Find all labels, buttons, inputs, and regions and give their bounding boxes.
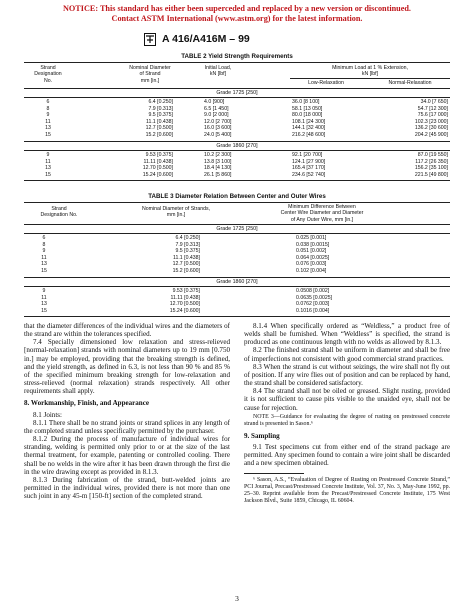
table2-caption: TABLE 2 Yield Strength Requirements xyxy=(181,53,293,60)
table3-header-designation: Strand Designation No. xyxy=(40,206,78,219)
table2-header-initial-load: Initial Load, kN [lbf] xyxy=(204,65,232,78)
table-cell: 26.1 [5 860] xyxy=(204,171,232,178)
table-cell: 12.7 [0.500] xyxy=(172,261,200,268)
table-cell: 54.7 [12 300] xyxy=(417,105,448,112)
table-cell: 15.2 [0.600] xyxy=(172,267,200,274)
table-cell: 6.4 [0.250] xyxy=(148,99,173,105)
table-cell: 8 xyxy=(42,241,46,248)
note: NOTE 3—Guidance for evaluating the degree of rusting on prestressed concrete strand is presented in Sason.⁶ xyxy=(244,413,450,427)
table-cell: 10.2 [2 300] xyxy=(204,152,232,158)
paragraph: 8.1.1 There shall be no strand joints or strand splices in any length of the completed strand unless specifically permitted by the purchaser. xyxy=(24,418,230,435)
table-cell: 0.064 [0.0025] xyxy=(296,254,330,261)
table-cell: 15 xyxy=(41,307,47,314)
table-cell: 6.4 [0.250] xyxy=(175,235,200,241)
table-cell: 12.0 [2 700] xyxy=(204,118,232,125)
table-cell: 75.6 [17 000] xyxy=(417,112,448,119)
table2-header-rule xyxy=(24,88,450,89)
table-cell: 13 xyxy=(41,261,47,268)
table3-header-diameter: Nominal Diameter of Strands, mm [in.] xyxy=(141,206,211,219)
table-cell: 156.2 [35 100] xyxy=(414,165,448,172)
table2-g2-normal-relaxation-col xyxy=(372,152,448,178)
table-cell: 11.11 [0.438] xyxy=(170,294,200,301)
table-cell: 15.24 [0.600] xyxy=(142,171,173,178)
table2-group-rule xyxy=(24,150,450,151)
table-cell: 0.0762 [0.003] xyxy=(296,301,330,308)
table-cell: 13 xyxy=(41,301,47,308)
table-cell: 24.0 [5 400] xyxy=(204,131,232,138)
table-cell: 216.2 [48 600] xyxy=(292,131,326,138)
table-cell: 13 xyxy=(45,125,51,132)
table-cell: 12.70 [0.500] xyxy=(142,165,173,172)
table-cell: 15 xyxy=(45,171,51,178)
table2-header-minimum-load: Minimum Load at 1 % Extension, kN [lbf] xyxy=(332,65,408,78)
document-designation: A 416/A416M – 99 xyxy=(162,33,250,45)
table3-group-rule xyxy=(24,277,450,278)
table3-top-rule xyxy=(24,202,450,203)
table-cell: 0.076 [0.003] xyxy=(296,261,327,268)
paragraph: 8.4 The strand shall not be oiled or greased. Slight rusting, provided it is not sufficient to cause pits visible to the unaided eye, shall not be cause for rejection. xyxy=(244,387,450,412)
table3-g1-diameter-col xyxy=(135,235,200,274)
table3-g1-difference-col xyxy=(296,235,376,274)
table3-group-label: Grade 1725 [250] xyxy=(216,226,258,232)
table-cell: 11 xyxy=(45,118,51,125)
table-cell: 7.9 [0.313] xyxy=(148,105,173,112)
paragraph: that the diameter differences of the individual wires and the diameters of the strand are within the tolerances specified. xyxy=(24,322,230,339)
table3-group-rule xyxy=(24,233,450,234)
table2-group-label: Grade 1725 [250] xyxy=(216,90,258,96)
table2-top-rule xyxy=(24,62,450,63)
table-cell: 0.051 [0.002] xyxy=(296,248,327,255)
table-cell: 9 xyxy=(46,152,50,158)
table-cell: 80.0 [18 000] xyxy=(292,112,323,119)
table2-header-diameter: Nominal Diameter of Strand mm [in.] xyxy=(129,65,171,84)
table-cell: 11 xyxy=(41,254,47,261)
table-cell: 12.7 [0.500] xyxy=(145,125,173,132)
footnote: ⁶ Sason, A.S., “Evaluation of Degree of Rusting on Prestressed Concrete Strand,” PCI Journal, Precast/Prestressed Concrete Institute, Vol. 37, No. 3, May-June 1992, pp. 25–30. Reprint available from the Precast/Prestressed Concrete Institute, 175 West Jackson Blvd., Suite 1859, Chicago, IL 60604. xyxy=(244,477,450,504)
footnote-rule xyxy=(244,473,304,474)
table-cell: 165.4 [37 170] xyxy=(292,165,326,172)
paragraph: 8.1.2 During the process of manufacture of individual wires for stranding, welding is permitted only prior to or at the size of the last thermal treatment, for example, patenting or controlled cooling. There shall be no welds in the wire after it has been drawn through the first die in the wire drawing except as provided in 8.1.3. xyxy=(24,435,230,476)
left-text-column xyxy=(24,322,230,500)
table3-g1-designation-col xyxy=(24,235,64,274)
table3-header-rule xyxy=(24,224,450,225)
table-cell: 6 xyxy=(46,99,50,105)
table-cell: 11.1 [0.438] xyxy=(172,254,200,261)
table2-header-designation: Strand Designation No. xyxy=(34,65,62,84)
table2-g1-low-relaxation-col xyxy=(292,99,364,138)
table-cell: 87.0 [19 550] xyxy=(417,152,448,158)
table3-caption: TABLE 3 Diameter Relation Between Center and Outer Wires xyxy=(148,193,326,200)
table2-header-low-relaxation: Low-Relaxation xyxy=(308,80,344,86)
table-cell: 9.53 [0.375] xyxy=(172,288,200,294)
table-cell: 15 xyxy=(41,267,47,274)
table-cell: 58.1 [13 050] xyxy=(292,105,323,112)
table-cell: 9.0 [2 000] xyxy=(204,112,229,119)
table-cell: 204.2 [45 900] xyxy=(414,131,448,138)
table-cell: 9.5 [0.375] xyxy=(148,112,173,119)
table-cell: 9.5 [0.375] xyxy=(175,248,200,255)
table-cell: 15 xyxy=(45,131,51,138)
astm-logo-icon xyxy=(144,33,156,46)
table-cell: 0.1016 [0.004] xyxy=(296,307,330,314)
paragraph: 7.4 Specially dimensioned low relaxation and stress-relieved [normal-relaxation] strands with nominal diameters up to 19 mm [0.750 in.] may be employed, providing that the breaking strength is defined, and the yield strength, as defined in 6.3, is not less than 90 % and 85 % of the specified minimum breaking strength for low-relaxation and stress-relieved (normal relaxation) strands respectively. All other requirements shall apply. xyxy=(24,338,230,396)
table-cell: 15.2 [0.600] xyxy=(145,131,173,138)
paragraph: 9.1 Test specimens cut from either end of the strand package are permitted. Any specimen found to contain a wire joint shall be discarded and a new specimen obtained. xyxy=(244,442,450,467)
table2-g1-normal-relaxation-col xyxy=(372,99,448,138)
table-cell: 11.1 [0.438] xyxy=(145,118,173,125)
table3-g2-difference-col xyxy=(296,288,376,314)
paragraph: 8.1.3 During fabrication of the strand, butt-welded joints are permitted in the individual wires, provided there is not more than one such joint in any 45-m [150-ft] section of the completed strand. xyxy=(24,475,230,501)
table-cell: 144.1 [32 400] xyxy=(292,125,326,132)
paragraph: 8.2 The finished strand shall be uniform in diameter and shall be free of imperfections not consistent with good commercial strand practices. xyxy=(244,346,450,363)
table2-header-normal-relaxation: Normal-Relaxation xyxy=(388,80,432,86)
table-cell: 11 xyxy=(45,158,51,165)
paragraph: 8.1.4 When specifically ordered as “Weldless,” a product free of welds shall be furnished. When “Weldless” is specified, the strand is produced as one continuous length with no welds as allowed by 8.1.3. xyxy=(244,322,450,347)
table-cell: 34.0 [7 650] xyxy=(420,99,448,105)
table-cell: 12.70 [0.500] xyxy=(169,301,200,308)
table-cell: 0.038 [0.0015] xyxy=(296,241,330,248)
table3-group-label: Grade 1860 [270] xyxy=(216,279,258,285)
table3-header-difference: Minimum Difference Between Center Wire Diameter and Diameter of Any Outer Wire, mm [in.] xyxy=(280,204,364,223)
table3-g2-diameter-col xyxy=(135,288,200,314)
table-cell: 221.5 [49 800] xyxy=(414,171,448,178)
table2-g1-initial-load-col xyxy=(204,99,264,138)
table-cell: 13.8 [3 100] xyxy=(204,158,232,165)
notice-line-1: NOTICE: This standard has either been superceded and replaced by a new version or discontinued. xyxy=(63,4,411,13)
table-cell: 124.1 [27 900] xyxy=(292,158,326,165)
table3-bottom-rule xyxy=(24,316,450,317)
table3-g2-designation-col xyxy=(24,288,64,314)
table-cell: 234.6 [52 740] xyxy=(292,171,326,178)
table-cell: 92.1 [20 700] xyxy=(292,152,323,158)
table-cell: 0.0508 [0.002] xyxy=(296,288,330,294)
table-cell: 16.0 [3 600] xyxy=(204,125,232,132)
table-cell: 8 xyxy=(46,105,50,112)
section-heading: 9. Sampling xyxy=(244,431,280,440)
table2-g2-initial-load-col xyxy=(204,152,264,178)
table-cell: 18.4 [4 130] xyxy=(204,165,232,172)
table-cell: 108.1 [24 300] xyxy=(292,118,326,125)
right-text-column xyxy=(244,322,450,505)
table2-g1-designation-col xyxy=(24,99,72,138)
table-cell: 11.11 [0.438] xyxy=(143,158,173,165)
table2-g2-diameter-col xyxy=(110,152,173,178)
table-cell: 0.102 [0.004] xyxy=(296,267,327,274)
table2-group-rule xyxy=(24,141,450,142)
table-cell: 136.2 [30 600] xyxy=(414,125,448,132)
table-cell: 6 xyxy=(42,235,46,241)
table-cell: 9.53 [0.375] xyxy=(145,152,173,158)
table-cell: 15.24 [0.600] xyxy=(169,307,200,314)
table-cell: 11 xyxy=(41,294,47,301)
table2-bottom-rule xyxy=(24,180,450,181)
page-number: 3 xyxy=(235,594,239,603)
table3-group-rule xyxy=(24,286,450,287)
table-cell: 9 xyxy=(46,112,50,119)
table-cell: 36.0 [8 100] xyxy=(292,99,320,105)
table-cell: 7.9 [0.313] xyxy=(175,241,200,248)
table-cell: 0.0635 [0.0025] xyxy=(296,294,333,301)
table-cell: 9 xyxy=(42,248,46,255)
supersession-notice xyxy=(0,4,474,24)
section-heading: 8. Workmanship, Finish, and Appearance xyxy=(24,399,149,408)
table2-g2-designation-col xyxy=(24,152,72,178)
table2-group-label: Grade 1860 [270] xyxy=(216,143,258,149)
table-cell: 9 xyxy=(42,288,46,294)
table2-g1-diameter-col xyxy=(110,99,173,138)
table-cell: 4.0 [900] xyxy=(204,99,225,105)
table-cell: 13 xyxy=(45,165,51,172)
table2-subheader-rule xyxy=(290,78,450,79)
table-cell: 6.5 [1 450] xyxy=(204,105,229,112)
table-cell: 117.2 [26 350] xyxy=(415,158,448,165)
table-cell: 0.025 [0.001] xyxy=(296,235,327,241)
table2-g2-low-relaxation-col xyxy=(292,152,364,178)
paragraph: 8.1 Joints: xyxy=(33,410,62,419)
paragraph: 8.3 When the strand is cut without seizings, the wire shall not fly out of position. If any wire flies out of position and can be replaced by hand, the strand shall be considered satisfactory. xyxy=(244,362,450,388)
table-cell: 102.3 [23 000] xyxy=(414,118,448,125)
table2-group-rule xyxy=(24,97,450,98)
notice-line-2: Contact ASTM International (www.astm.org) for the latest information. xyxy=(111,14,363,23)
